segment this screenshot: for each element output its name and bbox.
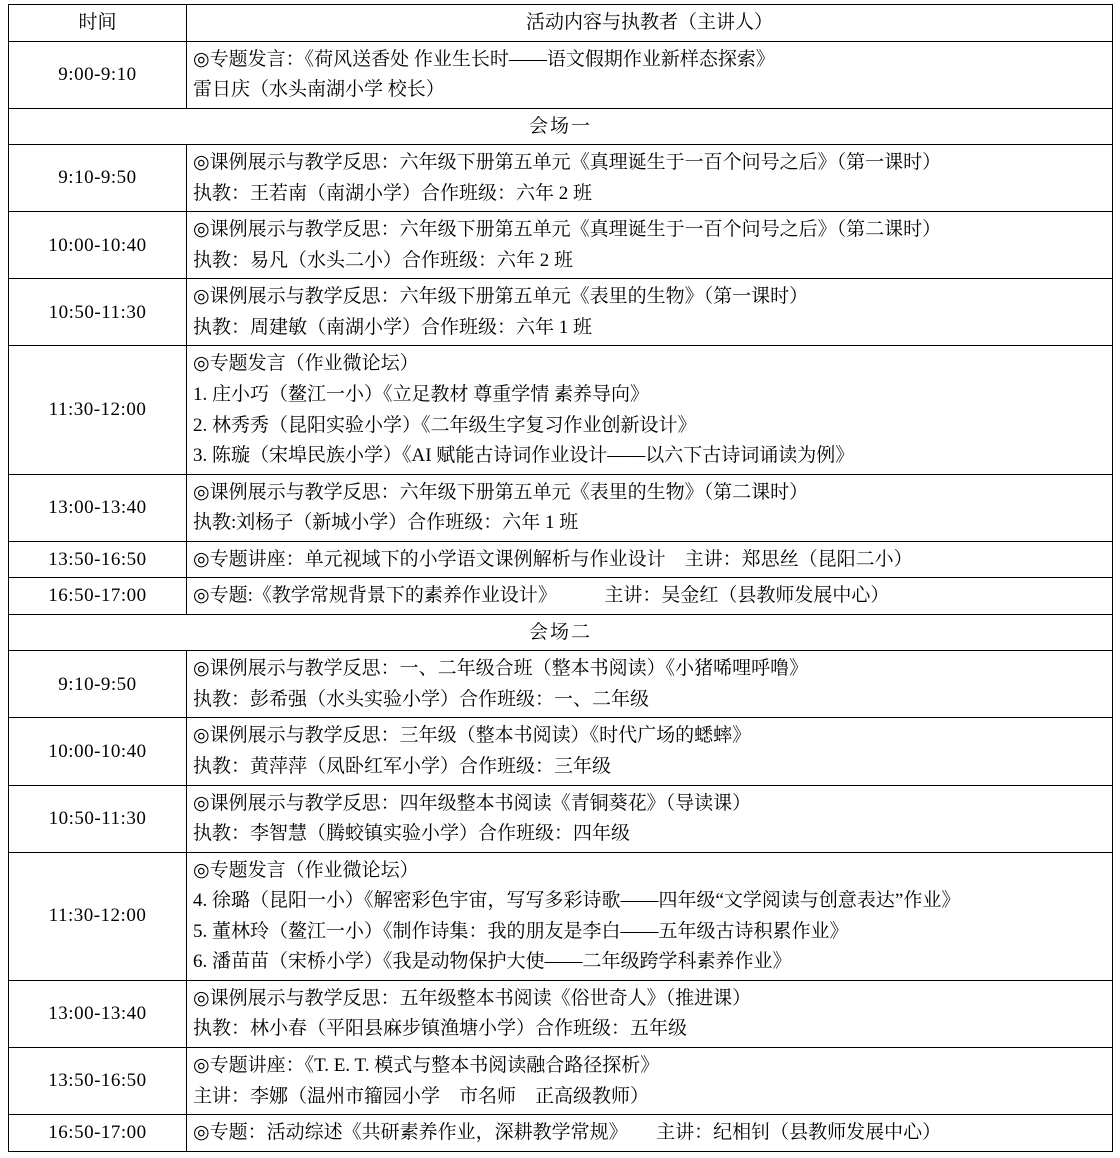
content-line: ◎课例展示与教学反思：六年级下册第五单元《真理诞生于一百个问号之后》（第二课时） bbox=[193, 219, 942, 241]
time-cell: 13:50-16:50 bbox=[9, 541, 187, 578]
time-cell: 13:00-13:40 bbox=[9, 474, 187, 541]
content-line: ◎专题发言（作业微论坛） bbox=[193, 353, 419, 375]
content-line: ◎课例展示与教学反思：六年级下册第五单元《表里的生物》（第一课时） bbox=[193, 286, 809, 308]
content-cell bbox=[187, 980, 1113, 1047]
content-cell bbox=[187, 651, 1113, 718]
content-cell bbox=[187, 474, 1113, 541]
time-cell: 13:00-13:40 bbox=[9, 980, 187, 1047]
content-line: ◎课例展示与教学反思：一、二年级合班（整本书阅读）《小猪唏哩呼噜》 bbox=[193, 658, 809, 680]
content-cell bbox=[187, 578, 1113, 615]
content-line: ◎专题讲座：《T. E. T. 模式与整本书阅读融合路径探析》 bbox=[193, 1054, 660, 1076]
content-line: 1. 庄小巧（鳌江一小）《立足教材 尊重学情 素养导向》 bbox=[193, 384, 650, 406]
content-line: ◎课例展示与教学反思：三年级（整本书阅读）《时代广场的蟋蟀》 bbox=[193, 725, 752, 747]
time-cell: 9:10-9:50 bbox=[9, 145, 187, 212]
table-header-row bbox=[9, 5, 1113, 42]
content-cell bbox=[187, 1115, 1113, 1152]
table-row bbox=[9, 1047, 1113, 1114]
table-row bbox=[9, 578, 1113, 615]
content-line: ◎课例展示与教学反思：五年级整本书阅读《俗世奇人》（推进课） bbox=[193, 987, 752, 1009]
table-row bbox=[9, 41, 1113, 108]
time-cell: 10:00-10:40 bbox=[9, 718, 187, 785]
content-cell bbox=[187, 1047, 1113, 1114]
section-title: 会场二 bbox=[9, 614, 1113, 651]
header-cell-content: 活动内容与执教者（主讲人） bbox=[187, 5, 1113, 42]
content-line: ◎专题讲座：单元视域下的小学语文课例解析与作业设计 主讲：郑思丝（昆阳二小） bbox=[193, 548, 913, 570]
content-line: 执教：李智慧（腾蛟镇实验小学）合作班级：四年级 bbox=[193, 823, 631, 845]
content-cell bbox=[187, 145, 1113, 212]
table-row bbox=[9, 852, 1113, 980]
time-cell: 10:00-10:40 bbox=[9, 212, 187, 279]
time-cell: 9:10-9:50 bbox=[9, 651, 187, 718]
content-line: 2. 林秀秀（昆阳实验小学）《二年级生字复习作业创新设计》 bbox=[193, 414, 697, 436]
time-cell: 16:50-17:00 bbox=[9, 1115, 187, 1152]
content-line: ◎课例展示与教学反思：六年级下册第五单元《表里的生物》（第二课时） bbox=[193, 481, 809, 503]
content-line: 执教：周建敏（南湖小学）合作班级：六年 1 班 bbox=[193, 316, 593, 338]
content-cell bbox=[187, 41, 1113, 108]
content-line: ◎专题:《教学常规背景下的素养作业设计》 主讲：吴金红（县教师发展中心） bbox=[193, 585, 890, 607]
time-cell: 10:50-11:30 bbox=[9, 785, 187, 852]
table-row bbox=[9, 1115, 1113, 1152]
table-row bbox=[9, 980, 1113, 1047]
content-cell bbox=[187, 212, 1113, 279]
content-line: 6. 潘苗苗（宋桥小学）《我是动物保护大使——二年级跨学科素养作业》 bbox=[193, 951, 792, 973]
time-cell: 16:50-17:00 bbox=[9, 578, 187, 615]
content-line: 主讲：李娜（温州市籀园小学 市名师 正高级教师） bbox=[193, 1085, 650, 1107]
content-line: 3. 陈璇（宋埠民族小学）《AI 赋能古诗词作业设计——以六下古诗词诵读为例》 bbox=[193, 445, 855, 467]
content-cell bbox=[187, 852, 1113, 980]
content-line: 4. 徐璐（昆阳一小）《解密彩色宇宙，写写多彩诗歌——四年级“文学阅读与创意表达”作业》 bbox=[193, 890, 961, 912]
table-row bbox=[9, 651, 1113, 718]
time-cell: 11:30-12:00 bbox=[9, 346, 187, 474]
content-line: 执教：黄萍萍（凤卧红军小学）合作班级：三年级 bbox=[193, 756, 612, 778]
content-line: 执教：彭希强（水头实验小学）合作班级：一、二年级 bbox=[193, 688, 650, 710]
table-row bbox=[9, 785, 1113, 852]
content-cell bbox=[187, 279, 1113, 346]
content-cell bbox=[187, 541, 1113, 578]
content-line: ◎课例展示与教学反思：四年级整本书阅读《青铜葵花》（导读课） bbox=[193, 792, 752, 814]
table-row bbox=[9, 346, 1113, 474]
content-cell bbox=[187, 718, 1113, 785]
content-line: ◎专题发言（作业微论坛） bbox=[193, 859, 419, 881]
table-row bbox=[9, 279, 1113, 346]
content-cell bbox=[187, 785, 1113, 852]
time-cell: 13:50-16:50 bbox=[9, 1047, 187, 1114]
content-line: 执教:刘杨子（新城小学）合作班级：六年 1 班 bbox=[193, 512, 579, 534]
table-row bbox=[9, 718, 1113, 785]
content-line: ◎专题：活动综述《共研素养作业，深耕教学常规》 主讲：纪相钊（县教师发展中心） bbox=[193, 1122, 942, 1144]
content-line: 执教：易凡（水头二小）合作班级：六年 2 班 bbox=[193, 249, 574, 271]
table-row bbox=[9, 541, 1113, 578]
table-row bbox=[9, 474, 1113, 541]
content-line: 雷日庆（水头南湖小学 校长） bbox=[193, 79, 445, 101]
schedule-table-body bbox=[9, 5, 1113, 1152]
schedule-table bbox=[8, 4, 1113, 1152]
table-row bbox=[9, 145, 1113, 212]
content-cell bbox=[187, 346, 1113, 474]
content-line: 执教：林小春（平阳县麻步镇渔塘小学）合作班级：五年级 bbox=[193, 1018, 688, 1040]
time-cell: 10:50-11:30 bbox=[9, 279, 187, 346]
content-line: ◎课例展示与教学反思：六年级下册第五单元《真理诞生于一百个问号之后》（第一课时） bbox=[193, 152, 942, 174]
time-cell: 11:30-12:00 bbox=[9, 852, 187, 980]
content-line: 5. 董林玲（鳌江一小）《制作诗集：我的朋友是李白——五年级古诗积累作业》 bbox=[193, 920, 849, 942]
content-line: 执教：王若南（南湖小学）合作班级：六年 2 班 bbox=[193, 182, 593, 204]
header-cell-time: 时间 bbox=[9, 5, 187, 42]
section-title: 会场一 bbox=[9, 108, 1113, 145]
section-header-row bbox=[9, 108, 1113, 145]
time-cell: 9:00-9:10 bbox=[9, 41, 187, 108]
table-row bbox=[9, 212, 1113, 279]
section-header-row bbox=[9, 614, 1113, 651]
content-line: ◎专题发言：《荷风送香处 作业生长时——语文假期作业新样态探索》 bbox=[193, 48, 775, 70]
